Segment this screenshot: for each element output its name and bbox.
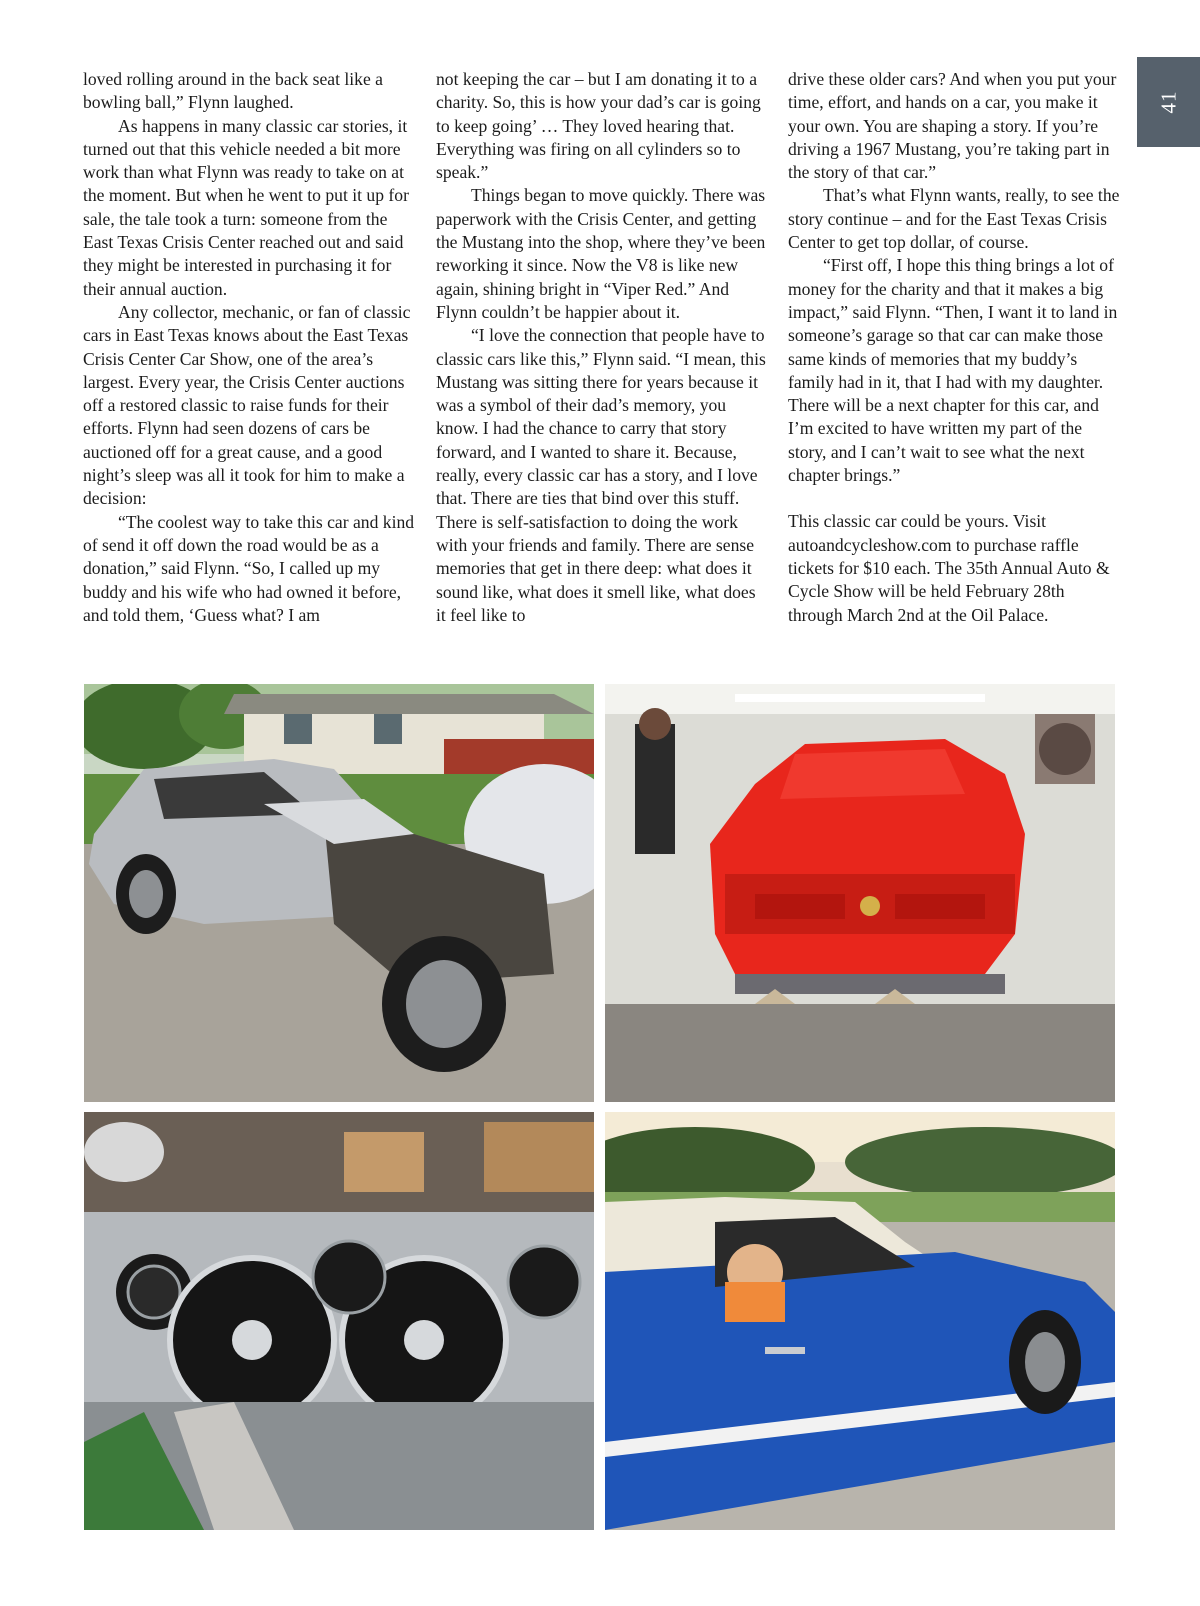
article-paragraph: As happens in many classic car stories, it turned out that this vehicle needed a bit more work than what Flynn was ready to take on at the moment. But when he went to put it up for sale, the tale took a turn: someone from the East Texas Crisis Center reached out and said they might be interested in purchasing it for their annual auction. xyxy=(83,115,409,299)
article-paragraph: Any collector, mechanic, or fan of classic cars in East Texas knows about the East Texas Crisis Center Car Show, one of the area’s largest. Every year, the Crisis Center auctions off a restored classic to raise funds for their efforts. Flynn had seen dozens of cars be auctioned off for a great cause, and a good night’s sleep was all it took for him to make a decision: xyxy=(83,301,411,509)
article-paragraph: Things began to move quickly. There was paperwork with the Crisis Center, and getting the Mustang into the shop, where they’ve been reworking it since. Now the V8 is like new again, shining bright in “Viper Red.” And Flynn couldn’t be happier about it. xyxy=(436,185,766,322)
article-column-2 xyxy=(436,68,768,627)
article-paragraph: loved rolling around in the back seat like a bowling ball,” Flynn laughed. xyxy=(83,69,383,113)
article-paragraph: This classic car could be yours. Visit autoandcycleshow.com to purchase raffle tickets for $10 each. The 35th Annual Auto & Cycle Show will be held February 28th through March 2nd at the Oil Palace. xyxy=(788,511,1110,625)
article-paragraph: That’s what Flynn wants, really, to see the story continue – and for the East Texas Crisis Center to get top dollar, of course. xyxy=(788,185,1120,253)
photo-blue-mustang xyxy=(605,1112,1115,1530)
article-paragraph: “The coolest way to take this car and kind of send it off down the road would be as a donation,” said Flynn. “So, I called up my buddy and his wife who had owned it before, and told them, ‘Guess what? I am xyxy=(83,511,415,625)
page-number-tab xyxy=(1137,57,1200,147)
article-paragraph: “I love the connection that people have to classic cars like this,” Flynn said. “I mean, this Mustang was sitting there for years because it was a symbol of their dad’s memory, you know. I had the chance to carry that story forward, and I wanted to share it. Because, really, every classic car has a story, and I love that. There are ties that bind over this stuff. There is self-satisfaction to doing the work with your friends and family. There are sense memories that get in there deep: what does it sound like, what does it smell like, what does it feel like to xyxy=(436,325,766,625)
article-paragraph: “First off, I hope this thing brings a lot of money for the charity and that it makes a big impact,” said Flynn. “Then, I want it to land in someone’s garage so that car can make those same kinds of memories that my buddy’s family had in it, that I had with my daughter. There will be a next chapter for this car, and I’m excited to have written my part of the story, and I can’t wait to see what the next chapter brings.” xyxy=(788,255,1118,486)
article-paragraph: drive these older cars? And when you put your time, effort, and hands on a car, you make it your own. You are shaping a story. If you’re driving a 1967 Mustang, you’re taking part in the story of that car.” xyxy=(788,69,1117,183)
article-column-3 xyxy=(788,68,1120,627)
photo-paint-booth xyxy=(605,684,1115,1102)
article-paragraph: not keeping the car – but I am donating it to a charity. So, this is how your dad’s car is going to keep going’ … They loved hearing that. Everything was firing on all cylinders so to speak.” xyxy=(436,69,761,183)
page-number: 41 xyxy=(1156,90,1180,114)
article-column-1 xyxy=(83,68,415,627)
photo-restoration xyxy=(84,684,594,1102)
photo-gauge-cluster xyxy=(84,1112,594,1530)
